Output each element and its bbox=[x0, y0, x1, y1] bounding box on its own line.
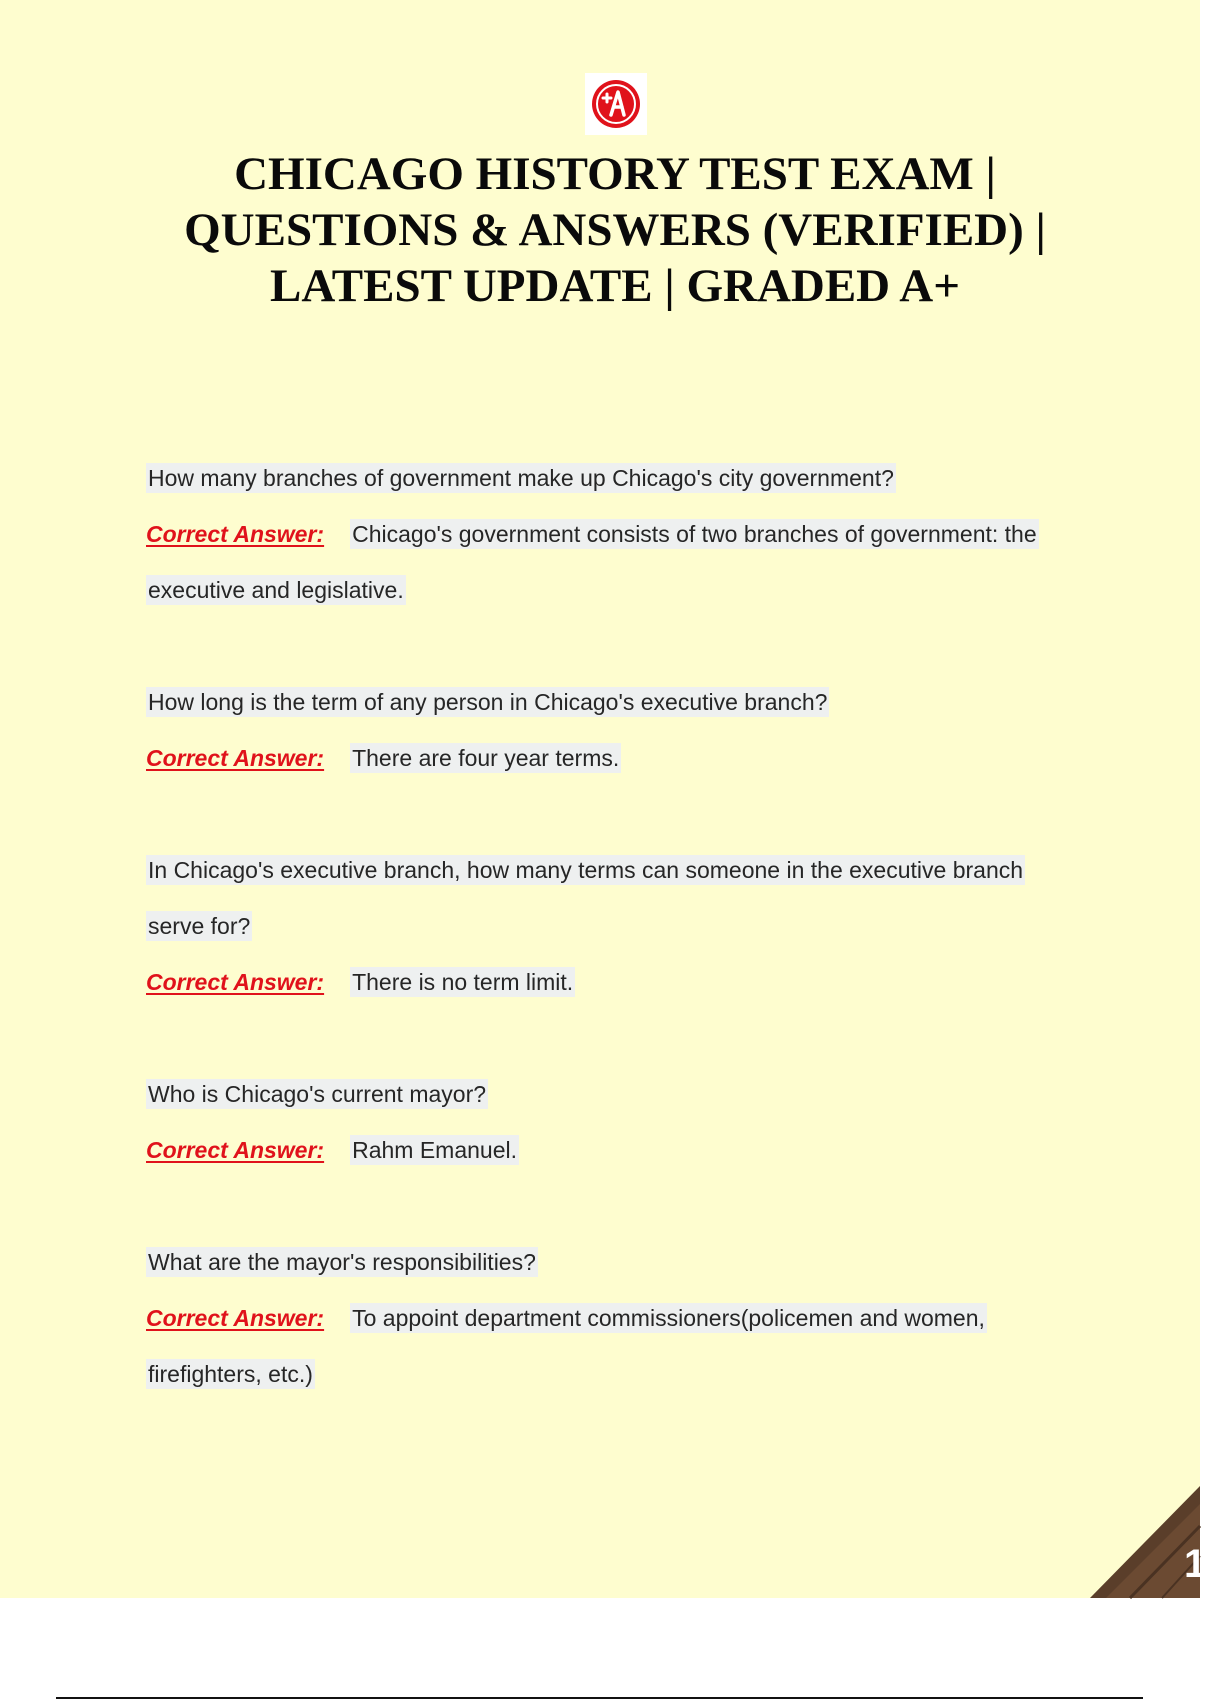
question-line bbox=[146, 674, 1086, 730]
qa-spacer bbox=[146, 1178, 1086, 1234]
question-text: In Chicago's executive branch, how many terms can someone in the executive branch bbox=[148, 857, 1024, 883]
page-title: CHICAGO HISTORY TEST EXAM | QUESTIONS & ANSWERS (VERIFIED) | LATEST UPDATE | GRADED A+ bbox=[184, 148, 1046, 312]
answer-line bbox=[146, 730, 1086, 786]
page-number: 1 bbox=[1184, 1542, 1206, 1586]
question-line bbox=[146, 898, 1086, 954]
qa-item bbox=[146, 674, 1086, 786]
qa-item bbox=[146, 1234, 1086, 1402]
question-line bbox=[146, 450, 1086, 506]
answer-text: To appoint department commissioners(policemen and women, bbox=[352, 1305, 985, 1331]
answer-line bbox=[146, 1346, 1086, 1402]
answer-line bbox=[146, 506, 1086, 562]
question-line bbox=[146, 1066, 1086, 1122]
qa-item bbox=[146, 842, 1086, 1010]
a-plus-badge-icon bbox=[590, 78, 642, 130]
correct-answer-label: Correct Answer: bbox=[146, 969, 325, 995]
question-line bbox=[146, 842, 1086, 898]
question-text: How many branches of government make up Chicago's city government? bbox=[148, 465, 894, 491]
answer-text: executive and legislative. bbox=[148, 577, 404, 603]
qa-spacer bbox=[146, 786, 1086, 842]
answer-line bbox=[146, 954, 1086, 1010]
correct-answer-label: Correct Answer: bbox=[146, 521, 325, 547]
question-text: What are the mayor's responsibilities? bbox=[148, 1249, 536, 1275]
qa-item bbox=[146, 1066, 1086, 1178]
qa-list bbox=[146, 450, 1086, 1402]
answer-text: There are four year terms. bbox=[352, 745, 620, 771]
answer-text: Chicago's government consists of two branches of government: the bbox=[352, 521, 1037, 547]
correct-answer-label: Correct Answer: bbox=[146, 1137, 325, 1163]
answer-line bbox=[146, 562, 1086, 618]
answer-line bbox=[146, 1122, 1086, 1178]
question-text: How long is the term of any person in Chicago's executive branch? bbox=[148, 689, 828, 715]
footer-divider bbox=[56, 1697, 1143, 1699]
correct-answer-label: Correct Answer: bbox=[146, 745, 325, 771]
qa-spacer bbox=[146, 1010, 1086, 1066]
qa-item bbox=[146, 450, 1086, 618]
answer-text: firefighters, etc.) bbox=[148, 1361, 313, 1387]
question-line bbox=[146, 1234, 1086, 1290]
answer-text: Rahm Emanuel. bbox=[352, 1137, 518, 1163]
question-text: Who is Chicago's current mayor? bbox=[148, 1081, 487, 1107]
answer-text: There is no term limit. bbox=[352, 969, 574, 995]
answer-line bbox=[146, 1290, 1086, 1346]
correct-answer-label: Correct Answer: bbox=[146, 1305, 325, 1331]
logo bbox=[585, 73, 647, 135]
qa-spacer bbox=[146, 618, 1086, 674]
question-text: serve for? bbox=[148, 913, 251, 939]
